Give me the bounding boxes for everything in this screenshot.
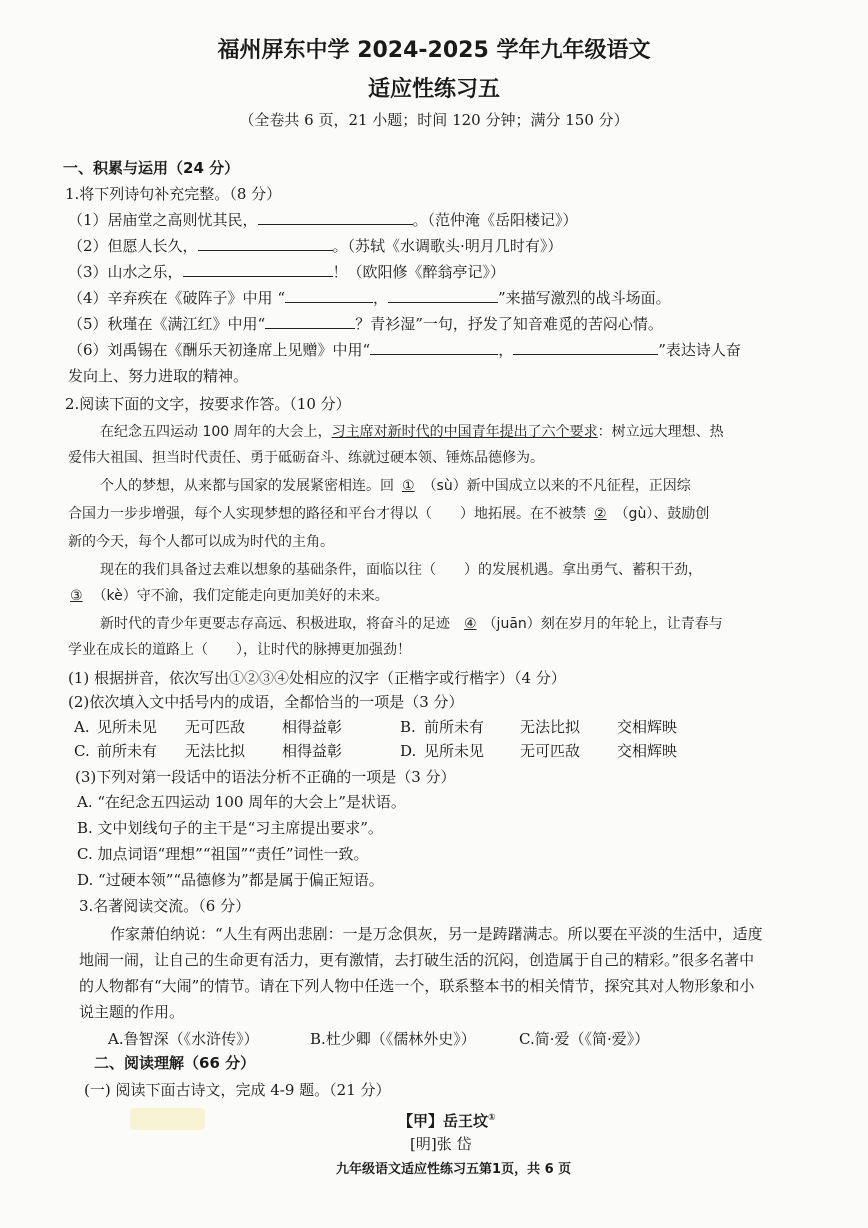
q1-item-6-continued: 发向上、努力进取的精神。 [68,367,249,385]
q1-stem: 1.将下列诗句补充完整。（8 分） [65,185,282,203]
q2-sub1: (1) 根据拼音，依次写出①②③④处相应的汉字（正楷字或行楷字）（4 分） [68,669,566,687]
exam-subtitle-title: 适应性练习五 [367,77,500,102]
q2-passage-line: 新时代的青少年更要志存高远、积极进取，将奋斗的足迹 ④ （juān）刻在岁月的年轮上，让青春与 [100,616,723,632]
poem-title: 【甲】岳王坟① [398,1112,496,1130]
q2-stem: 2.阅读下面的文字，按要求作答。（10 分） [65,395,351,413]
option-3c[interactable]: C. 加点词语“理想”“祖国”“责任”词性一致。 [77,845,369,863]
q2-sub3: (3)下列对第一段话中的语法分析不正确的一项是（3 分） [75,768,456,786]
answer-blank[interactable] [513,340,658,355]
answer-blank[interactable] [370,340,498,355]
q3-line: 说主题的作用。 [79,1003,185,1021]
answer-blank[interactable] [265,314,355,329]
exam-info: （全卷共 6 页，21 小题；时间 120 分钟；满分 150 分） [239,111,629,129]
section2-subheading: (一) 阅读下面古诗文，完成 4-9 题。（21 分） [84,1081,391,1099]
page-footer: 九年级语文适应性练习五第1页，共 6 页 [336,1162,572,1177]
blank-1: ① [402,478,415,494]
q2-passage-line: 现在的我们具备过去难以想象的基础条件，面临以往（ ）的发展机遇。拿出勇气、蓄积干劲， [100,562,702,578]
poem-author: [明]张 岱 [410,1135,472,1153]
highlight-stain [130,1108,205,1130]
section1-heading: 一、积累与运用（24 分） [63,159,240,177]
q3-choice-c[interactable]: C.简·爱（《简·爱》） [519,1030,650,1048]
q2-passage-line: 在纪念五四运动 100 周年的大会上，习主席对新时代的中国青年提出了六个要求：树立远大理想、热 [100,424,724,440]
q3-line: 地闹一闹，让自己的生命更有活力，更有激情，去打破生活的沉闷，创造属于自己的精彩。”很多名著中 [79,951,755,969]
blank-4: ④ [464,616,477,632]
q1-item-6: （6）刘禹锡在《酬乐天初逢席上见赠》中用“ ， ”表达诗人奋 [68,341,741,359]
answer-blank[interactable] [388,288,498,303]
blank-2: ② [594,506,607,522]
q1-item-5: （5）秋瑾在《满江红》中用“ ？青衫湿”一句，抒发了知音难觅的苦闷心情。 [68,315,663,333]
q3-choice-a[interactable]: A.鲁智深（《水浒传》） [108,1030,259,1048]
q1-item-3: （3）山水之乐， ！（欧阳修《醉翁亭记》） [68,263,506,281]
q2-passage-line: 爱伟大祖国、担当时代责任、勇于砥砺奋斗、练就过硬本领、锤炼品德修为。 [68,450,544,466]
q3-stem: 3.名著阅读交流。（6 分） [79,897,251,915]
answer-blank[interactable] [183,262,333,277]
q2-passage-line: 学业在成长的道路上（ ），让时代的脉搏更加强劲！ [68,642,411,658]
q1-item-1: （1）居庙堂之高则忧其民， 。（范仲淹《岳阳楼记》） [68,211,578,229]
q3-choice-b[interactable]: B.杜少卿（《儒林外史》） [310,1030,476,1048]
q2-passage-line: 个人的梦想，从来都与国家的发展紧密相连。回 ① （sù）新中国成立以来的不凡征程，正因综 [100,478,691,494]
section2-heading: 二、阅读理解（66 分） [94,1054,256,1072]
option-3a[interactable]: A. “在纪念五四运动 100 周年的大会上”是状语。 [77,793,406,811]
answer-blank[interactable] [285,288,373,303]
q2-passage-line: ③ （kè）守不渝，我们定能走向更加美好的未来。 [70,588,389,604]
q1-item-2: （2）但愿人长久， 。（苏轼《水调歌头·明月几时有》） [68,237,563,255]
q2-passage-line: 新的今天，每个人都可以成为时代的主角。 [68,534,334,550]
exam-title: 福州屏东中学 2024-2025 学年九年级语文 [217,38,651,63]
answer-blank[interactable] [258,210,413,225]
q2-sub2: (2)依次填入文中括号内的成语，全都恰当的一项是（3 分） [68,693,464,711]
option-3d[interactable]: D. “过硬本领”“品德修为”都是属于偏正短语。 [77,871,384,889]
underlined-sentence: 习主席对新时代的中国青年提出了六个要求 [331,424,598,440]
blank-3: ③ [70,588,83,604]
answer-blank[interactable] [198,236,333,251]
option-3b[interactable]: B. 文中划线句子的主干是“习主席提出要求”。 [77,819,383,837]
q3-line: 作家萧伯纳说：“人生有两出悲剧：一是万念俱灰，另一是踌躇满志。所以要在平淡的生活中，适度 [110,925,763,943]
q3-line: 的人物都有“大闹”的情节。请在下列人物中任选一个，联系整本书的相关情节，探究其对人物形象和小 [79,977,755,995]
q2-passage-line: 合国力一步步增强，每个人实现梦想的路径和平台才得以（ ）地拓展。在不被禁 ② （gù）、鼓励创 [68,506,710,522]
q1-item-4: （4）辛弃疾在《破阵子》中用 “ ， ”来描写激烈的战斗场面。 [68,289,671,307]
